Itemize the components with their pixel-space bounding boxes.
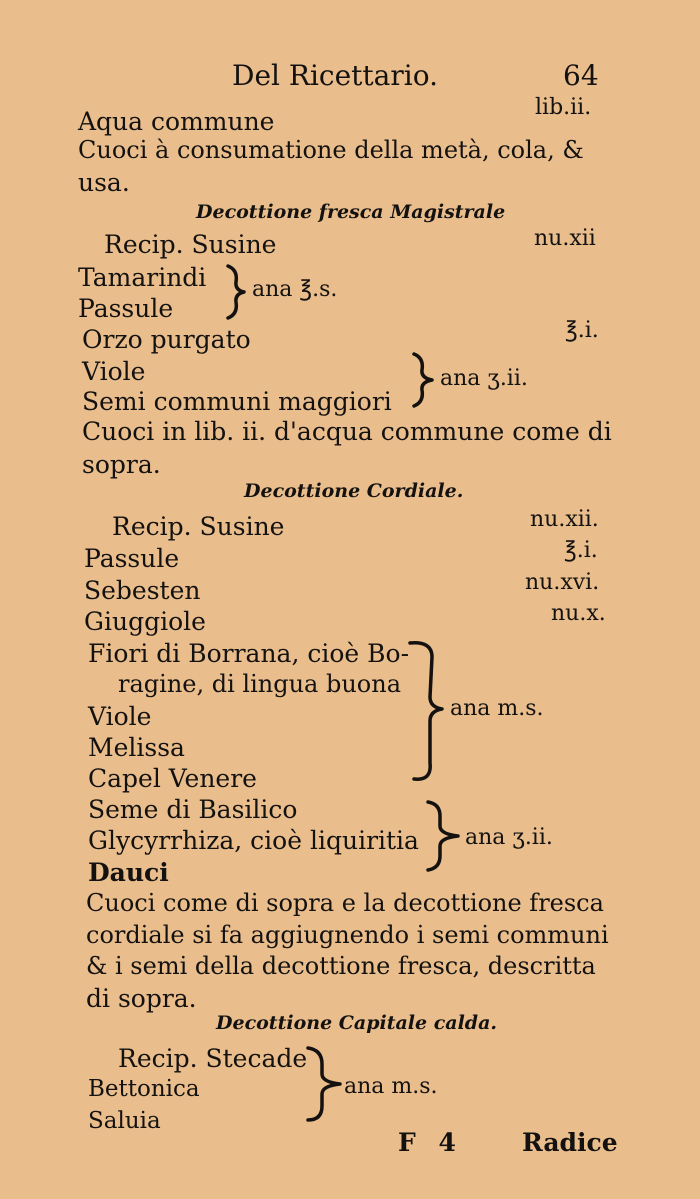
quantity: ana ʒ.ii. xyxy=(440,366,528,391)
text-line: di sopra. xyxy=(86,984,197,1013)
section-title: Decottione Capitale calda. xyxy=(216,1012,498,1034)
ingredient: Glycyrrhiza, cioè liquiritia xyxy=(88,826,419,855)
ingredient: Sebesten xyxy=(84,576,201,605)
quantity: ana m.s. xyxy=(450,696,544,721)
recipe-line: Recip. Stecade xyxy=(118,1044,308,1073)
quantity: ana ℥.s. xyxy=(252,277,338,302)
ingredient: Viole xyxy=(88,702,152,731)
quantity: ana ʒ.ii. xyxy=(465,825,553,850)
ingredient: Semi communi maggiori xyxy=(82,387,392,416)
text-line: Cuoci in lib. ii. d'acqua commune come di xyxy=(82,417,612,446)
quantity: nu.x. xyxy=(551,601,606,626)
brace-mark xyxy=(424,798,464,874)
text-line: cordiale si fa aggiugnendo i semi communi xyxy=(86,921,609,949)
ingredient: Viole xyxy=(82,357,146,386)
text-line: Aqua commune xyxy=(78,107,275,136)
brace-mark xyxy=(222,262,250,322)
page-number: 64 xyxy=(563,59,599,92)
ingredient: ragine, di lingua buona xyxy=(118,670,402,698)
quantity: ana m.s. xyxy=(344,1074,438,1099)
ingredient: Saluia xyxy=(88,1108,161,1134)
ingredient: Capel Venere xyxy=(88,764,257,793)
ingredient: Tamarindi xyxy=(78,263,207,292)
ingredient: Melissa xyxy=(88,733,185,762)
recipe-line: Recip. Susine xyxy=(112,512,285,541)
running-head-title: Del Ricettario. xyxy=(232,59,438,92)
text-line: Cuoci come di sopra e la decottione fresca xyxy=(86,889,604,917)
brace-mark xyxy=(408,350,438,410)
ingredient: Dauci xyxy=(88,858,169,887)
quantity: lib.ii. xyxy=(535,95,592,120)
quantity: nu.xii xyxy=(534,226,596,251)
text-line: Cuoci à consumatione della metà, cola, & xyxy=(78,136,584,164)
section-title: Decottione fresca Magistrale xyxy=(196,201,506,223)
section-title: Decottione Cordiale. xyxy=(244,480,464,502)
ingredient: Bettonica xyxy=(88,1076,200,1102)
ingredient: Orzo purgato xyxy=(82,325,251,354)
ingredient: Passule xyxy=(78,294,174,323)
text-line: sopra. xyxy=(82,450,161,479)
signature-mark: F 4 xyxy=(398,1128,456,1157)
quantity: ℥.i. xyxy=(565,318,599,343)
ingredient: Fiori di Borrana, cioè Bo- xyxy=(88,639,410,668)
recipe-line: Recip. Susine xyxy=(104,230,277,259)
text-line: usa. xyxy=(78,168,130,197)
ingredient: Passule xyxy=(84,544,180,573)
brace-mark xyxy=(406,637,446,787)
quantity: nu.xvi. xyxy=(525,570,600,595)
ingredient: Seme di Basilico xyxy=(88,795,298,824)
brace-mark xyxy=(304,1044,344,1124)
ingredient: Giuggiole xyxy=(84,607,206,636)
quantity: nu.xii. xyxy=(530,507,599,532)
text-line: & i semi della decottione fresca, descritta xyxy=(86,952,596,980)
quantity: ℥.i. xyxy=(564,538,598,563)
catchword: Radice xyxy=(522,1128,618,1157)
